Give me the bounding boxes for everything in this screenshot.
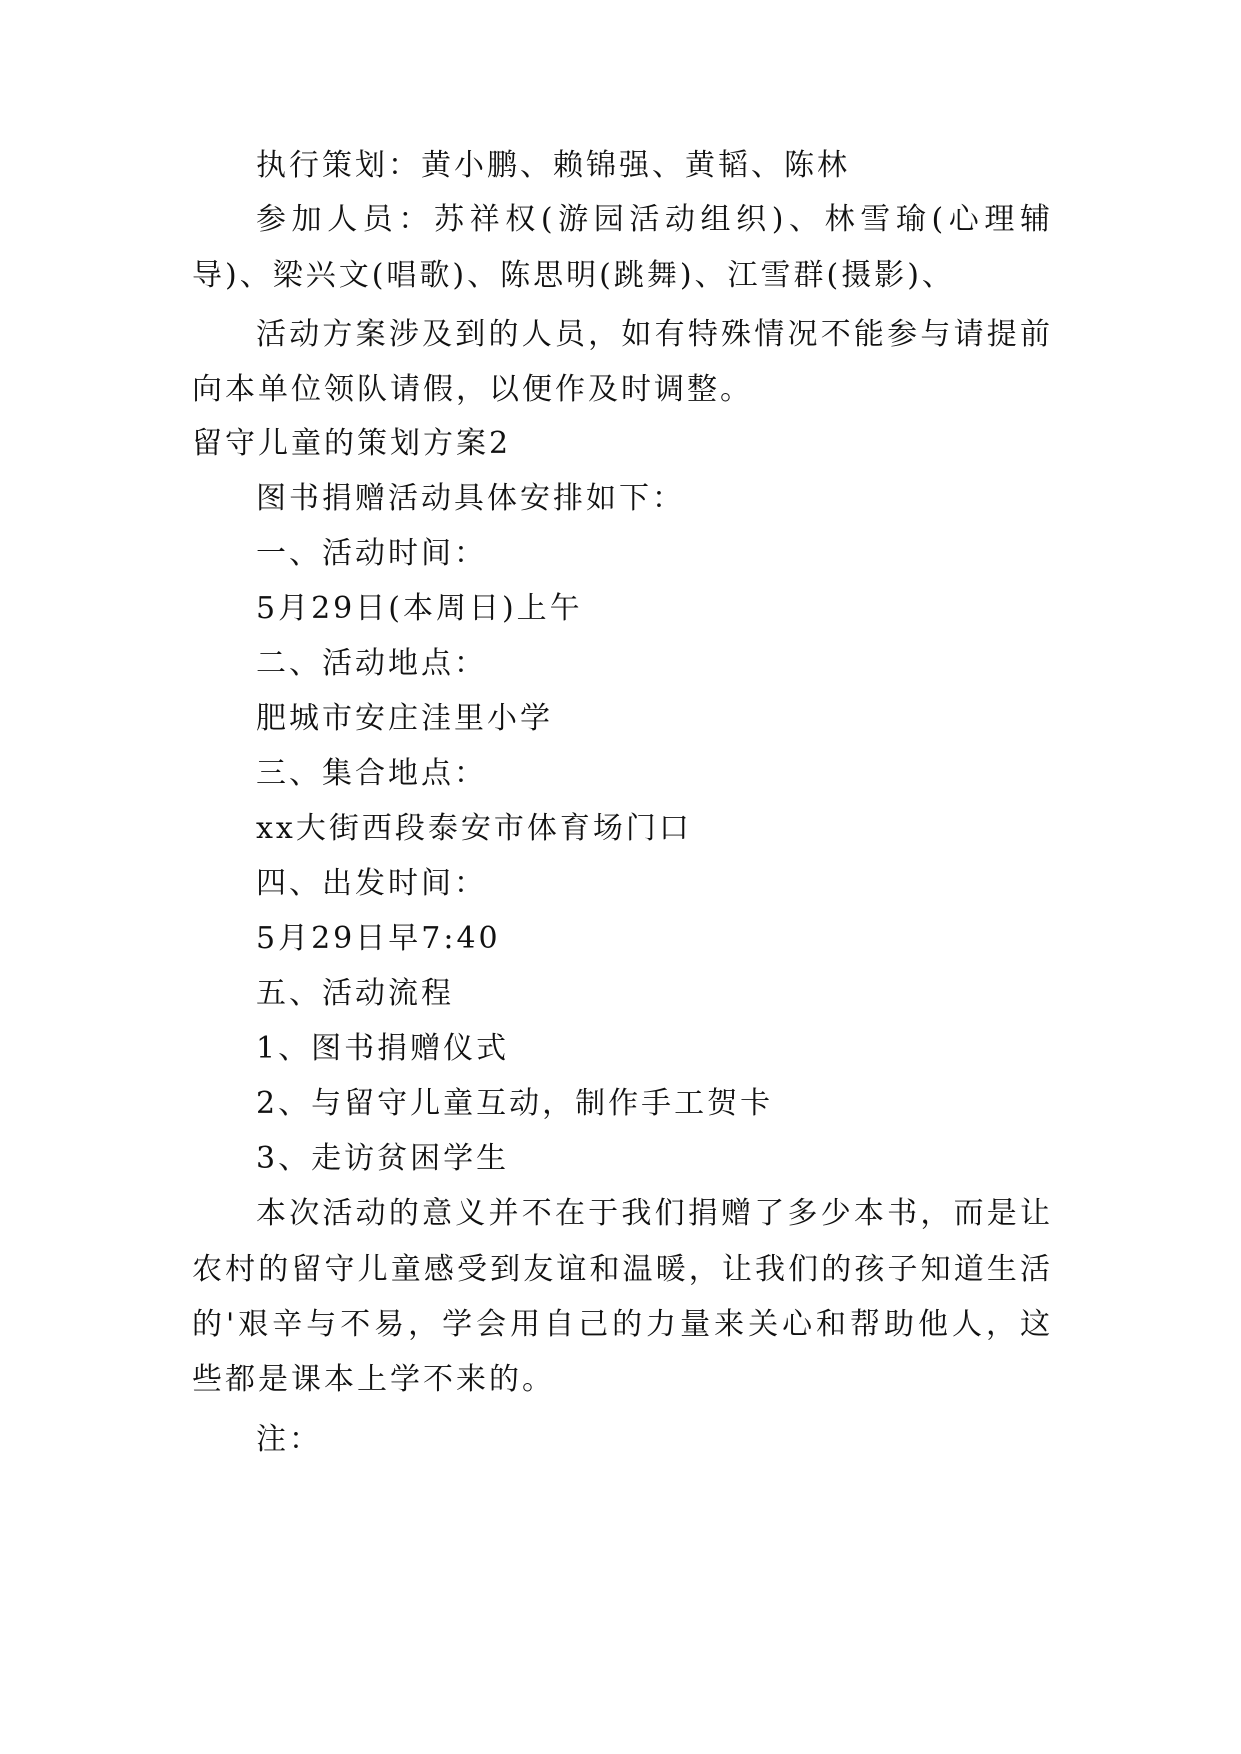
list-heading: 四、出发时间： xyxy=(256,866,487,901)
text-line: 的'艰辛与不易，学会用自己的力量来关心和帮助他人，这 xyxy=(192,1307,1050,1342)
text-line: 导)、梁兴文(唱歌)、陈思明(跳舞)、江雪群(摄影)、 xyxy=(192,258,955,293)
list-item: 3、走访贫困学生 xyxy=(256,1141,510,1176)
text-line: 图书捐赠活动具体安排如下： xyxy=(256,481,685,516)
note-label: 注： xyxy=(256,1422,322,1457)
text-line: xx大街西段泰安市体育场门口 xyxy=(256,811,692,846)
text-line: 向本单位领队请假，以便作及时调整。 xyxy=(192,372,753,407)
list-heading: 五、活动流程 xyxy=(256,976,454,1011)
text-line: 5月29日早7:40 xyxy=(256,921,501,956)
text-line: 些都是课本上学不来的。 xyxy=(192,1362,555,1397)
list-item: 1、图书捐赠仪式 xyxy=(256,1031,510,1066)
list-heading: 一、活动时间： xyxy=(256,536,487,571)
text-line: 执行策划：黄小鹏、赖锦强、黄韬、陈林 xyxy=(256,148,850,183)
section-heading: 留守儿童的策划方案2 xyxy=(192,426,512,461)
list-item: 2、与留守儿童互动，制作手工贺卡 xyxy=(256,1086,774,1121)
text-line: 参加人员：苏祥权(游园活动组织)、林雪瑜(心理辅 xyxy=(256,202,1050,237)
list-heading: 三、集合地点： xyxy=(256,756,487,791)
text-line: 本次活动的意义并不在于我们捐赠了多少本书，而是让 xyxy=(256,1196,1050,1231)
text-line: 肥城市安庄洼里小学 xyxy=(256,701,553,736)
list-heading: 二、活动地点： xyxy=(256,646,487,681)
text-line: 5月29日(本周日)上午 xyxy=(256,591,583,626)
text-line: 农村的留守儿童感受到友谊和温暖，让我们的孩子知道生活 xyxy=(192,1252,1050,1287)
text-line: 活动方案涉及到的人员，如有特殊情况不能参与请提前 xyxy=(256,317,1050,352)
